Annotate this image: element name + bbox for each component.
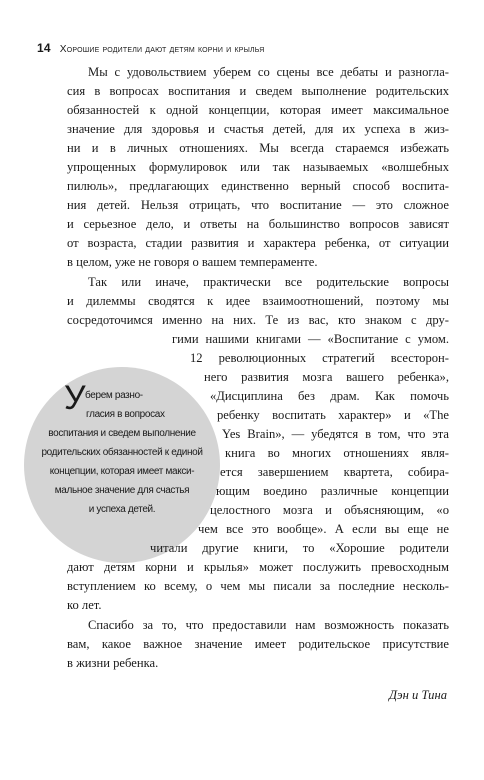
body-line: ется завершением квартета, собира- <box>220 465 449 479</box>
pull-quote-line: и успеха детей. <box>88 504 156 515</box>
body-line: Спасибо за то, что предоставили нам возможность показать <box>88 618 449 632</box>
pull-quote-drop-cap: У <box>64 379 86 417</box>
body-line: 12 революционных стратегий всесторон- <box>190 351 449 365</box>
body-line: чем все это вообще». А если вы еще не <box>198 522 449 536</box>
body-line: ни и в личных отношениях. Мы всегда стараемся избежать <box>67 141 449 155</box>
body-line: сосредоточимся именно на них. Те из вас, кто знаком с дру- <box>67 313 449 327</box>
signature: Дэн и Тина <box>389 688 447 702</box>
body-line: гими нашими книгами — «Воспитание с умом. <box>172 332 449 346</box>
body-line: Мы с удовольствием уберем со сцены все дебаты и разногла- <box>88 65 449 79</box>
pull-quote-line: гласия в вопросах <box>86 409 165 420</box>
pull-quote-line: берем разно- <box>85 390 143 401</box>
body-line: упрощенных формулировок или так называемых «волшебных <box>67 160 449 174</box>
body-line: и серьезное дело, и ответы на большинство вопросов зависят <box>67 217 449 231</box>
body-line: вступлением ко всему, о чем мы писали за последние несколь- <box>67 579 449 593</box>
pull-quote-line: воспитания и сведем выполнение <box>48 428 196 439</box>
body-line: Так или иначе, практически все родительские вопросы <box>88 275 449 289</box>
body-line: значение для здоровья и счастья детей, для их успеха в жиз- <box>67 122 449 136</box>
body-line: ющим воедино различные концепции <box>216 484 449 498</box>
body-line: ко лет. <box>67 598 102 612</box>
page-number: 14 <box>37 41 51 55</box>
pull-quote-line: мальное значение для счастья <box>54 485 190 496</box>
body-line: ния детей. Нельзя отрицать, что воспитание — это сложное <box>67 198 449 212</box>
body-line: и дилеммы сводятся к идее взаимоотношений, поэтому мы <box>67 294 449 308</box>
running-header <box>37 41 457 55</box>
body-line: сия в вопросах воспитания и сведем выполнение родительских <box>67 84 449 98</box>
body-line: от возраста, стадии развития и характера ребенка, от ситуации <box>67 236 449 250</box>
body-line: него развития мозга вашего ребенка», <box>204 370 449 384</box>
body-line: читали другие книги, то «Хорошие родители <box>150 541 449 555</box>
body-line: книга во многих отношениях явля- <box>225 446 449 460</box>
body-line: целостного мозга и объясняющим, «о <box>210 503 449 517</box>
body-line: в целом, уже не говоря о вашем темпераменте. <box>67 255 318 269</box>
body-line: вам, какое важное значение имеет родительское присутствие <box>67 637 449 651</box>
pull-quote-line: концепции, которая имеет макси- <box>49 466 195 477</box>
body-line: Yes Brain», — убедятся в том, что эта <box>222 427 449 441</box>
running-title: Хорошие родители дают детям корни и крылья <box>59 44 265 55</box>
body-line: ребенку воспитать характер» и «The <box>217 408 449 422</box>
body-line: обязанностей к одной концепции, которая имеет максимальное <box>67 103 449 117</box>
body-line: «Дисциплина без драм. Как помочь <box>210 389 449 403</box>
body-line: пилюль», предлагающих единственно верный способ воспита- <box>67 179 449 193</box>
body-line: дают детям корни и крылья» может послужить превосходным <box>67 560 449 574</box>
pull-quote-line: родительских обязанностей к единой <box>41 447 203 458</box>
body-line: в жизни ребенка. <box>67 656 159 670</box>
